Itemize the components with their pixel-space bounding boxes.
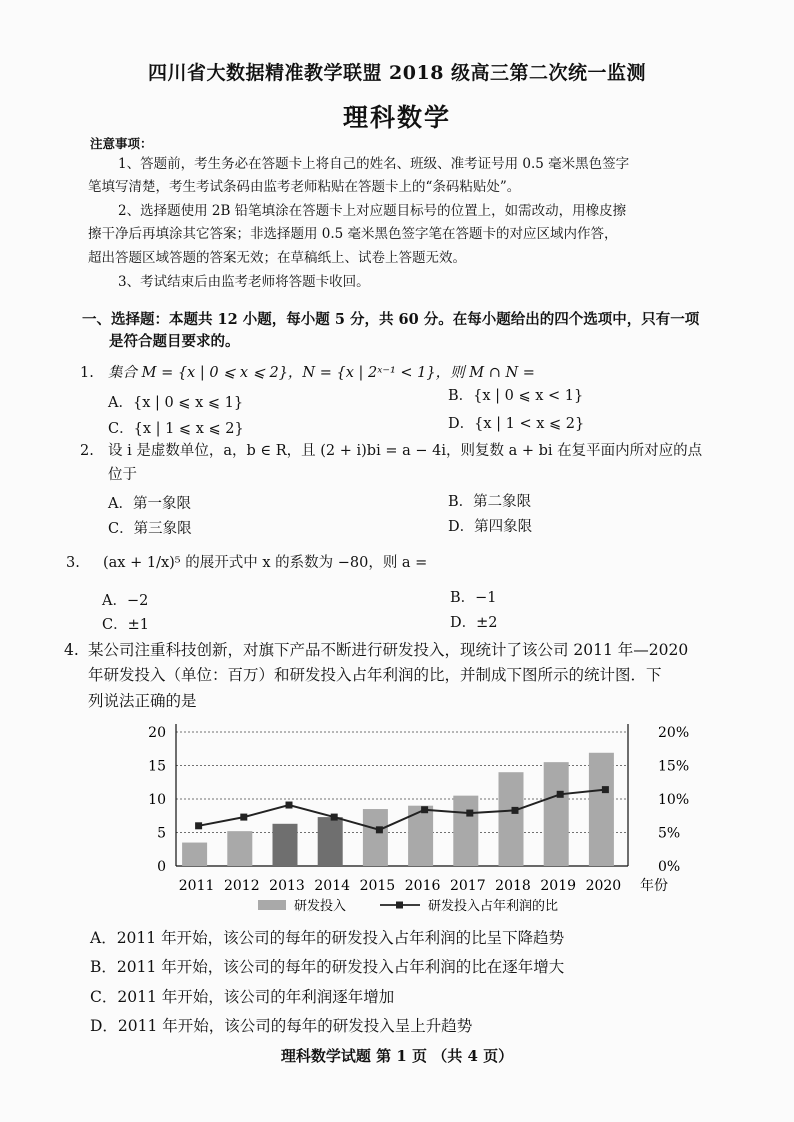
note-3: 3、考试结束后由监考老师将答题卡收回。 xyxy=(118,274,370,290)
bar-2013 xyxy=(273,824,298,866)
q2-option-c: C．第三象限 xyxy=(108,521,192,537)
left-tick-label: 15 xyxy=(148,758,166,775)
right-tick-label: 20% xyxy=(658,725,690,741)
q4-option-c: C．2011 年开始，该公司的年利润逐年增加 xyxy=(90,988,395,1006)
x-tick-label: 2015 xyxy=(359,878,396,894)
x-tick-label: 2019 xyxy=(540,878,577,894)
ratio-point-2016 xyxy=(421,806,428,813)
right-tick-label: 5% xyxy=(658,825,681,842)
bar-2011 xyxy=(182,843,207,866)
note-1: 1、答题前，考生务必在答题卡上将自己的姓名、班级、准考证号用 0.5 毫米黑色签字 xyxy=(118,156,630,172)
x-axis-unit: 年份 xyxy=(640,878,668,894)
note-2: 2、选择题使用 2B 铅笔填涂在答题卡上对应题目标号的位置上，如需改动，用橡皮擦 xyxy=(118,203,627,219)
q1-number: 1. xyxy=(80,365,94,381)
q4-stem-1: 某公司注重科技创新，对旗下产品不断进行研发投入，现统计了该公司 2011 年—2020 xyxy=(88,641,689,659)
ratio-point-2018 xyxy=(512,807,519,814)
q2-option-a: A．第一象限 xyxy=(108,496,191,512)
q4-option-a: A．2011 年开始，该公司的每年的研发投入占年利润的比呈下降趋势 xyxy=(90,929,565,947)
ratio-point-2019 xyxy=(557,791,564,798)
q4-number: 4. xyxy=(64,641,79,659)
left-tick-label: 5 xyxy=(157,825,166,842)
note-1b: 笔填写清楚，考生考试条码由监考老师粘贴在答题卡上的“条码粘贴处”。 xyxy=(88,179,521,195)
page-footer: 理科数学试题 第 1 页 （共 4 页） xyxy=(280,1047,514,1065)
x-tick-label: 2011 xyxy=(178,878,215,894)
note-2c: 超出答题区域答题的答案无效；在草稿纸上、试卷上答题无效。 xyxy=(88,250,466,266)
ratio-point-2017 xyxy=(466,810,473,817)
q2-number: 2. xyxy=(80,443,94,459)
x-tick-label: 2016 xyxy=(404,878,441,894)
q3-option-d: D．±2 xyxy=(450,615,498,631)
x-tick-label: 2014 xyxy=(314,878,351,894)
q2-stem-2: 位于 xyxy=(108,467,137,483)
q4-option-d: D．2011 年开始，该公司的每年的研发投入呈上升趋势 xyxy=(90,1017,473,1035)
q1-option-b: B．{x | 0 ⩽ x < 1} xyxy=(448,388,584,404)
legend-bar-label: 研发投入 xyxy=(294,899,347,914)
legend-line-marker xyxy=(396,902,403,909)
notes-heading: 注意事项： xyxy=(90,136,153,151)
left-tick-label: 20 xyxy=(148,725,166,741)
x-tick-label: 2012 xyxy=(223,878,260,894)
right-tick-label: 10% xyxy=(658,792,690,808)
q1-option-d: D．{x | 1 < x ⩽ 2} xyxy=(448,416,585,432)
x-tick-label: 2020 xyxy=(585,878,622,894)
q3-number: 3. xyxy=(66,555,80,571)
exam-title: 四川省大数据精准教学联盟 2018 级高三第二次统一监测 xyxy=(147,62,647,84)
bar-2015 xyxy=(363,809,388,866)
bar-2017 xyxy=(453,796,478,866)
x-tick-label: 2013 xyxy=(269,878,305,894)
right-tick-label: 0% xyxy=(658,859,681,875)
section-heading: 一、选择题：本题共 12 小题，每小题 5 分，共 60 分。在每小题给出的四个选项中，只有一项 xyxy=(82,311,700,328)
q2-option-d: D．第四象限 xyxy=(448,519,533,535)
legend-line-label: 研发投入占年利润的比 xyxy=(428,899,559,914)
q1-stem: 集合 M = {x | 0 ⩽ x ⩽ 2}，N = {x | 2ˣ⁻¹ < 1}，则 M ∩ N = xyxy=(108,365,535,381)
subject-title: 理科数学 xyxy=(342,103,451,132)
x-tick-label: 2018 xyxy=(495,878,531,894)
ratio-point-2011 xyxy=(195,822,202,829)
left-tick-label: 10 xyxy=(148,792,166,808)
bar-2019 xyxy=(544,762,569,866)
q4-stem-2: 年研发投入（单位：百万）和研发投入占年利润的比，并制成下图所示的统计图．下 xyxy=(88,666,662,684)
ratio-point-2020 xyxy=(602,786,609,793)
q3-stem: (ax + 1/x)⁵ 的展开式中 x 的系数为 −80，则 a = xyxy=(103,555,428,571)
bar-2012 xyxy=(227,831,252,866)
bar-2014 xyxy=(318,817,343,866)
q4-stem-3: 列说法正确的是 xyxy=(88,692,197,710)
q1-option-c: C．{x | 1 ⩽ x ⩽ 2} xyxy=(108,421,244,437)
ratio-point-2013 xyxy=(286,802,293,809)
q3-option-b: B．−1 xyxy=(450,590,497,606)
rd-chart xyxy=(0,700,794,930)
ratio-point-2014 xyxy=(331,814,338,821)
q2-option-b: B．第二象限 xyxy=(448,494,532,510)
bar-2020 xyxy=(589,753,614,866)
ratio-point-2015 xyxy=(376,826,383,833)
q1-option-a: A．{x | 0 ⩽ x ⩽ 1} xyxy=(108,395,244,411)
left-tick-label: 0 xyxy=(157,859,166,875)
q3-option-c: C．±1 xyxy=(102,617,149,633)
right-tick-label: 15% xyxy=(658,758,690,775)
legend-bar-swatch xyxy=(258,900,286,910)
note-2b: 擦干净后再填涂其它答案；非选择题用 0.5 毫米黑色签字笔在答题卡的对应区域内作答， xyxy=(88,226,618,242)
ratio-point-2012 xyxy=(240,814,247,821)
q3-option-a: A．−2 xyxy=(102,593,149,609)
q2-stem: 设 i 是虚数单位，a，b ∈ R，且 (2 + i)bi = a − 4i，则复数 a + bi 在复平面内所对应的点 xyxy=(108,443,703,459)
bar-2018 xyxy=(499,772,524,866)
q4-option-b: B．2011 年开始，该公司的每年的研发投入占年利润的比在逐年增大 xyxy=(90,958,565,976)
section-heading-2: 是符合题目要求的。 xyxy=(109,333,240,350)
x-tick-label: 2017 xyxy=(449,878,486,894)
